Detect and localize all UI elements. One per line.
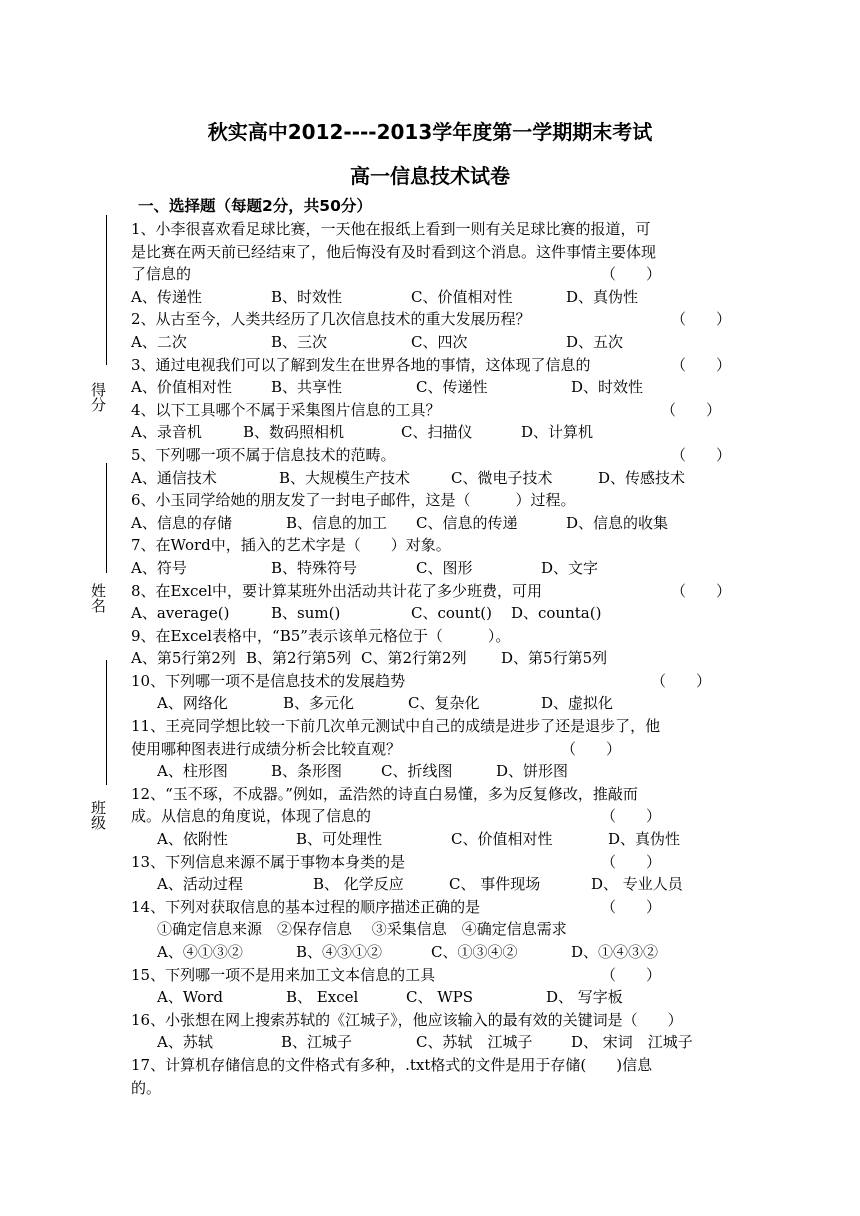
option-c[interactable]: C、价值相对性 <box>451 830 553 849</box>
answer-bracket: （ ） <box>671 445 732 464</box>
question-text: 14、下列对获取信息的基本过程的顺序描述正确的是 <box>131 897 481 916</box>
option-a[interactable]: A、传递性 <box>131 287 202 306</box>
question-text: 17、计算机存储信息的文件格式有多种，.txt格式的文件是用于存储( )信息 <box>131 1055 653 1074</box>
option-c[interactable]: C、图形 <box>416 558 473 577</box>
question-12 <box>131 783 741 851</box>
question-6 <box>131 489 741 534</box>
question-text-line <box>131 670 741 693</box>
question-16 <box>131 1009 741 1054</box>
option-c[interactable]: C、扫描仪 <box>401 423 473 442</box>
option-a[interactable]: A、符号 <box>131 558 187 577</box>
question-text: 使用哪种图表进行成绩分析会比较直观？ <box>131 739 402 758</box>
options-row <box>131 467 741 490</box>
options-row <box>131 941 741 964</box>
options-row <box>131 376 741 399</box>
question-text: 6、小玉同学给她的朋友发了一封电子邮件，这是（ ）过程。 <box>131 491 576 510</box>
option-d[interactable]: D、真伪性 <box>608 830 681 849</box>
question-text: 了信息的 <box>131 265 192 284</box>
option-a[interactable]: A、二次 <box>131 332 187 351</box>
question-text-line <box>131 444 741 467</box>
question-text-line <box>131 738 741 761</box>
option-b[interactable]: B、 Excel <box>286 988 359 1007</box>
question-text: 成。从信息的角度说，体现了信息的 <box>131 807 372 826</box>
options-row <box>131 760 741 783</box>
question-text-line <box>131 851 741 874</box>
option-d[interactable]: D、counta() <box>511 604 602 623</box>
question-text: 16、小张想在网上搜索苏轼的《江城子》，他应该输入的最有效的关键词是（ ） <box>131 1010 683 1029</box>
binding-line-2 <box>106 463 107 573</box>
question-text-line <box>131 241 741 264</box>
option-b[interactable]: B、第2行第5列 <box>246 649 352 668</box>
question-text-line <box>131 218 741 241</box>
option-a[interactable]: A、价值相对性 <box>131 378 232 397</box>
side-label-score <box>88 382 108 417</box>
side-label-class <box>88 800 108 835</box>
question-3 <box>131 354 741 399</box>
option-a[interactable]: A、average() <box>131 604 230 623</box>
option-c[interactable]: C、信息的传递 <box>416 513 518 532</box>
option-d[interactable]: D、第5行第5列 <box>501 649 608 668</box>
question-text: 11、王亮同学想比较一下前几次单元测试中自己的成绩是进步了还是退步了，他 <box>131 717 661 736</box>
option-c[interactable]: C、苏轼 江城子 <box>416 1033 533 1052</box>
question-11 <box>131 715 741 783</box>
question-text-line <box>131 896 741 919</box>
option-c[interactable]: C、 WPS <box>406 988 474 1007</box>
option-a[interactable]: A、柱形图 <box>157 762 228 781</box>
question-9 <box>131 625 741 670</box>
question-text: 7、在Word中，插入的艺术字是（ ）对象。 <box>131 536 451 555</box>
question-text-line <box>131 580 741 603</box>
question-text: 13、下列信息来源不属于事物本身类的是 <box>131 852 406 871</box>
question-text-line <box>131 354 741 377</box>
question-text: 的。 <box>131 1078 162 1097</box>
class-label: 班级 <box>89 800 107 830</box>
options-row <box>131 647 741 670</box>
options-row <box>131 986 741 1009</box>
question-text-line <box>131 1077 741 1100</box>
question-4 <box>131 399 741 444</box>
option-a[interactable]: A、活动过程 <box>157 875 243 894</box>
options-row <box>131 692 741 715</box>
question-text: 2、从古至今，人类共经历了几次信息技术的重大发展历程？ <box>131 310 531 329</box>
option-c[interactable]: C、count() <box>411 604 492 623</box>
question-text: 1、小李很喜欢看足球比赛，一天他在报纸上看到一则有关足球比赛的报道，可 <box>131 220 651 238</box>
option-d[interactable]: D、文字 <box>541 558 599 577</box>
option-b[interactable]: B、条形图 <box>271 762 343 781</box>
answer-bracket: （ ） <box>601 897 662 916</box>
option-a[interactable]: A、第5行第2列 <box>131 649 236 668</box>
option-c[interactable]: C、价值相对性 <box>411 287 513 306</box>
question-8 <box>131 580 741 625</box>
question-text: 12、“玉不琢，不成器。”例如，孟浩然的诗直白易懂，多为反复修改，推敲而 <box>131 784 638 803</box>
option-d[interactable]: D、传感技术 <box>598 468 686 487</box>
option-a[interactable]: A、依附性 <box>157 830 228 849</box>
option-d[interactable]: D、 专业人员 <box>591 875 683 894</box>
option-b[interactable]: B、时效性 <box>271 287 343 306</box>
answer-bracket: （ ） <box>601 965 662 984</box>
side-label-name <box>88 583 108 618</box>
question-text-line <box>131 534 741 557</box>
option-d[interactable]: D、 写字板 <box>546 988 623 1007</box>
option-c[interactable]: C、传递性 <box>416 378 488 397</box>
option-d[interactable]: D、五次 <box>566 332 624 351</box>
option-a[interactable]: A、通信技术 <box>131 468 217 487</box>
answer-bracket: （ ） <box>601 807 662 826</box>
options-row <box>131 873 741 896</box>
option-d[interactable]: D、真伪性 <box>566 287 639 306</box>
question-10 <box>131 670 741 715</box>
option-b[interactable]: B、江城子 <box>281 1033 353 1052</box>
question-1 <box>131 218 741 308</box>
options-row <box>131 286 741 309</box>
question-text: 3、通过电视我们可以了解到发生在世界各地的事情，这体现了信息的 <box>131 355 591 374</box>
option-a[interactable]: A、苏轼 <box>157 1033 213 1052</box>
answer-bracket: （ ） <box>671 355 732 374</box>
question-2 <box>131 308 741 353</box>
options-row <box>131 421 741 444</box>
option-d[interactable]: D、①④③② <box>571 943 659 961</box>
option-b[interactable]: B、 化学反应 <box>313 875 404 894</box>
option-b[interactable]: B、特殊符号 <box>271 558 358 577</box>
question-text-line <box>131 805 741 828</box>
options-row <box>131 512 741 535</box>
exam-title: 秋实高中2012----2013学年度第一学期期末考试 <box>207 120 653 144</box>
option-b[interactable]: B、信息的加工 <box>286 513 388 532</box>
question-text: 是比赛在两天前已经结束了，他后悔没有及时看到这个消息。这件事情主要体现 <box>131 242 657 261</box>
option-c[interactable]: C、①③④② <box>431 943 518 961</box>
option-d[interactable]: D、饼形图 <box>496 762 569 781</box>
options-row <box>131 331 741 354</box>
question-text-line <box>131 263 741 286</box>
option-c[interactable]: C、第2行第2列 <box>361 649 467 668</box>
option-b[interactable]: B、多元化 <box>283 694 355 713</box>
question-text-line <box>131 715 741 738</box>
question-area <box>131 218 741 1099</box>
option-d[interactable]: D、信息的收集 <box>566 513 669 532</box>
question-text: 9、在Excel表格中，“B5”表示该单元格位于（ ）。 <box>131 626 511 645</box>
exam-subtitle: 高一信息技术试卷 <box>350 164 510 188</box>
question-text-line <box>131 1009 741 1032</box>
answer-bracket: （ ） <box>601 852 662 871</box>
question-text-line <box>131 489 741 512</box>
question-text: 15、下列哪一项不是用来加工文本信息的工具 <box>131 965 436 984</box>
question-text-line <box>131 399 741 422</box>
question-15 <box>131 964 741 1009</box>
question-text: 8、在Excel中，要计算某班外出活动共计花了多少班费，可用 <box>131 581 543 600</box>
option-b[interactable]: B、大规模生产技术 <box>279 468 411 487</box>
options-row <box>131 828 741 851</box>
option-d[interactable]: D、 宋词 江城子 <box>571 1033 693 1052</box>
option-b[interactable]: B、共享性 <box>271 378 343 397</box>
option-d[interactable]: D、虚拟化 <box>541 694 614 713</box>
option-c[interactable]: C、微电子技术 <box>451 468 553 487</box>
answer-bracket: （ ） <box>651 671 712 690</box>
question-text-line <box>131 308 741 331</box>
binding-line-3 <box>106 660 107 785</box>
name-label: 姓名 <box>89 583 107 613</box>
options-row <box>131 557 741 580</box>
option-c[interactable]: C、 事件现场 <box>449 875 541 894</box>
option-d[interactable]: D、时效性 <box>571 378 644 397</box>
answer-bracket: （ ） <box>671 581 732 600</box>
option-a[interactable]: A、信息的存储 <box>131 513 232 532</box>
answer-bracket: （ ） <box>601 265 662 284</box>
option-b[interactable]: B、可处理性 <box>296 830 383 849</box>
question-text: 4、以下工具哪个不属于采集图片信息的工具？ <box>131 400 441 419</box>
options-row <box>131 602 741 625</box>
answer-bracket: （ ） <box>561 739 622 758</box>
question-text-line <box>131 783 741 806</box>
question-text: 5、下列哪一项不属于信息技术的范畴。 <box>131 445 396 464</box>
section-heading: 一、选择题（每题2分，共50分） <box>138 197 372 215</box>
option-a[interactable]: A、④①③② <box>157 943 243 961</box>
question-text-line <box>131 625 741 648</box>
options-row <box>131 1031 741 1054</box>
question-text-line <box>131 1054 741 1077</box>
option-a[interactable]: A、网络化 <box>157 694 228 713</box>
option-c[interactable]: C、四次 <box>411 332 468 351</box>
option-c[interactable]: C、折线图 <box>381 762 453 781</box>
option-b[interactable]: B、④③①② <box>296 943 383 961</box>
option-b[interactable]: B、数码照相机 <box>243 423 345 442</box>
answer-bracket: （ ） <box>661 400 722 419</box>
question-sub-items: ①确定信息来源 ②保存信息 ③采集信息 ④确定信息需求 <box>157 920 567 939</box>
option-d[interactable]: D、计算机 <box>521 423 594 442</box>
question-7 <box>131 534 741 579</box>
question-13 <box>131 851 741 896</box>
binding-line-1 <box>106 215 107 365</box>
option-b[interactable]: B、三次 <box>271 332 328 351</box>
option-b[interactable]: B、sum() <box>271 604 341 623</box>
score-label: 得分 <box>89 382 107 412</box>
answer-bracket: （ ） <box>671 310 732 329</box>
option-a[interactable]: A、Word <box>157 988 224 1007</box>
question-text-line <box>131 964 741 987</box>
option-c[interactable]: C、复杂化 <box>408 694 480 713</box>
option-a[interactable]: A、录音机 <box>131 423 202 442</box>
question-5 <box>131 444 741 489</box>
question-text: 10、下列哪一项不是信息技术的发展趋势 <box>131 671 406 690</box>
question-17 <box>131 1054 741 1099</box>
question-14 <box>131 896 741 964</box>
